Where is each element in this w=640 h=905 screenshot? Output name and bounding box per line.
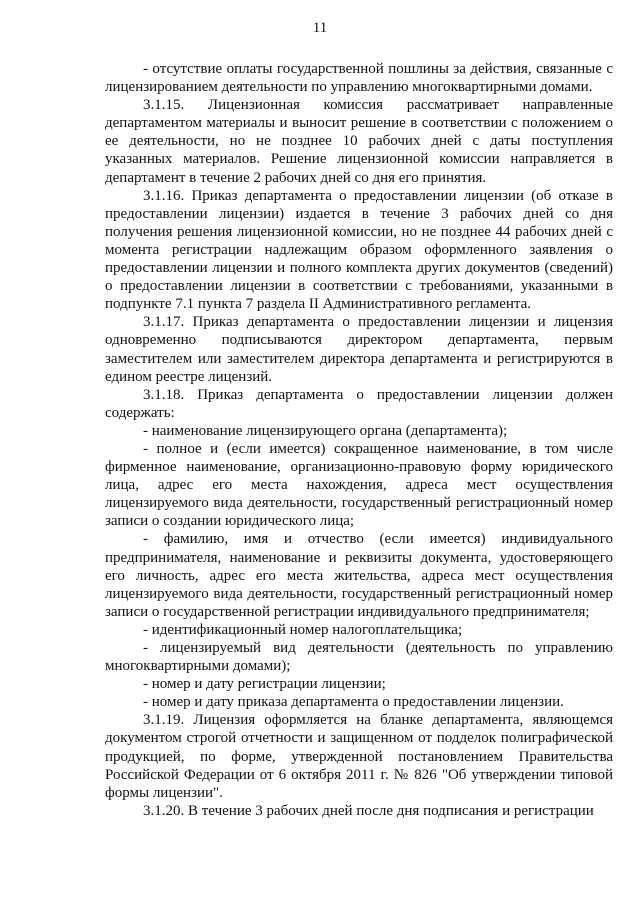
paragraph-3-1-19: 3.1.19. Лицензия оформляется на бланке департамента, являющемся документом строгой отчетности и защищенном от подделок полиграфической продукцией, по форме, утвержденной постановлением Правительства Российской Федерации от 6 октября 2011 г. № 826 "Об утверждении типовой формы лицензии". <box>105 712 613 801</box>
list-item-license-registration: - номер и дату регистрации лицензии; <box>143 676 386 693</box>
page-number: 11 <box>312 20 328 36</box>
paragraph-3-1-15: 3.1.15. Лицензионная комиссия рассматривает направленные департаментом материалы и выносит решение в соответствии с положением о ее деятельности, но не позднее 10 рабочих дней с даты поступления указанных материалов. Решение лицензионной комиссии направляется в департамент в течение 2 рабочих дней со дня его принятия. <box>105 97 613 186</box>
document-body <box>105 60 613 820</box>
list-item-activity-type: - лицензируемый вид деятельности (деятельность по управлению многоквартирными домами); <box>105 640 613 675</box>
list-item-authority-name: - наименование лицензирующего органа (департамента); <box>143 422 508 439</box>
list-item-entrepreneur-details: - фамилию, имя и отчество (если имеется) индивидуального предпринимателя, наименование и реквизиты документа, удостоверяющего его личность, адрес его места жительства, адреса мест осуществления лицензируемого вида деятельности, государственный регистрационный номер записи о государственной регистрации индивидуального предпринимателя; <box>105 531 613 620</box>
paragraph-3-1-17: 3.1.17. Приказ департамента о предоставлении лицензии и лицензия одновременно подписываются директором департамента, первым заместителем или заместителем директора департамента и регистрируются в едином реестре лицензий. <box>105 314 613 385</box>
paragraph-3-1-20: 3.1.20. В течение 3 рабочих дней после дня подписания и регистрации <box>143 802 594 819</box>
list-item-order-number-date: - номер и дату приказа департамента о предоставлении лицензии. <box>143 694 564 711</box>
list-item-legal-entity-details: - полное и (если имеется) сокращенное наименование, в том числе фирменное наименование, организационно-правовую форму юридического лица, адрес его места нахождения, адреса мест осуществления лицензируемого вида деятельности, государственный регистрационный номер записи о создании юридического лица; <box>105 440 613 530</box>
paragraph-no-fee-payment: - отсутствие оплаты государственной пошлины за действия, связанные с лицензированием деятельности по управлению многоквартирными домами. <box>105 61 613 96</box>
list-item-taxpayer-id: - идентификационный номер налогоплательщика; <box>143 621 463 638</box>
paragraph-3-1-16: 3.1.16. Приказ департамента о предоставлении лицензии (об отказе в предоставлении лицензии) издается в течение 3 рабочих дней со дня получения решения лицензионной комиссии, но не позднее 44 рабочих дней с момента регистрации надлежащим образом оформленного заявления о предоставлении лицензии и полного комплекта других документов (сведений) о предоставлении лицензии в соответствии с требованиями, указанными в подпункте 7.1 пункта 7 раздела II Административного регламента. <box>105 187 613 313</box>
paragraph-3-1-18: 3.1.18. Приказ департамента о предоставлении лицензии должен содержать: <box>105 386 613 421</box>
